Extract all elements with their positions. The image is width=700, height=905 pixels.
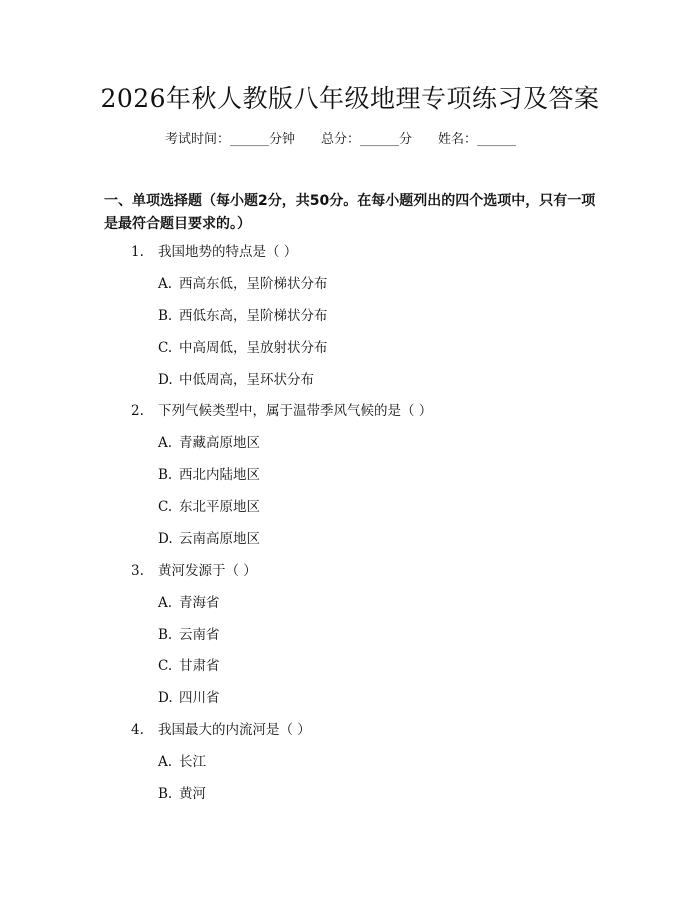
- question-3: [131, 562, 257, 580]
- option-text: 青藏高原地区: [179, 435, 260, 451]
- question-2-option-c: [158, 498, 260, 516]
- question-1-option-d: [158, 371, 314, 389]
- question-text: 我国最大的内流河是（ ）: [158, 722, 311, 738]
- question-text: 我国地势的特点是（ ）: [158, 244, 298, 260]
- question-text: 黄河发源于（ ）: [158, 563, 257, 579]
- option-text: 西北内陆地区: [179, 467, 260, 483]
- question-3-option-b: [158, 626, 220, 644]
- question-number: 2.: [131, 403, 144, 419]
- question-3-option-a: [158, 594, 220, 612]
- option-letter: A.: [158, 435, 173, 451]
- option-text: 西高东低，呈阶梯状分布: [179, 276, 328, 292]
- question-1: [131, 243, 297, 261]
- section-heading: 一、单项选择题（每小题2分，共50分。在每小题列出的四个选项中，只有一项是最符合题目要求的。）: [104, 193, 596, 232]
- option-text: 甘肃省: [179, 658, 220, 674]
- page-title: 2026年秋人教版八年级地理专项练习及答案: [100, 84, 600, 113]
- option-text: 西低东高，呈阶梯状分布: [179, 308, 328, 324]
- option-letter: A.: [158, 595, 173, 611]
- question-2-option-b: [158, 466, 260, 484]
- question-text: 下列气候类型中，属于温带季风气候的是（ ）: [158, 403, 433, 419]
- option-text: 中高周低，呈放射状分布: [179, 340, 328, 356]
- option-letter: A.: [158, 276, 173, 292]
- option-letter: B.: [158, 786, 173, 802]
- exam-time-field: 考试时间：______分钟: [165, 132, 296, 147]
- option-letter: C.: [158, 658, 173, 674]
- total-score-field: 总分：______分: [321, 132, 413, 147]
- question-2: [131, 402, 432, 420]
- option-letter: B.: [158, 627, 173, 643]
- question-2-option-a: [158, 434, 260, 452]
- question-1-option-c: [158, 339, 328, 357]
- option-text: 中低周高，呈环状分布: [179, 372, 314, 388]
- question-number: 3.: [131, 563, 144, 579]
- option-letter: C.: [158, 499, 173, 515]
- option-text: 长江: [179, 754, 206, 770]
- option-text: 云南高原地区: [179, 531, 260, 547]
- question-4-option-a: [158, 753, 206, 771]
- option-text: 四川省: [179, 690, 220, 706]
- question-number: 1.: [131, 244, 144, 260]
- option-text: 云南省: [179, 627, 220, 643]
- question-3-option-d: [158, 689, 220, 707]
- option-letter: B.: [158, 308, 173, 324]
- option-letter: C.: [158, 340, 173, 356]
- question-number: 4.: [131, 722, 144, 738]
- option-letter: D.: [158, 372, 173, 388]
- option-letter: A.: [158, 754, 173, 770]
- option-letter: B.: [158, 467, 173, 483]
- option-text: 黄河: [179, 786, 206, 802]
- option-letter: D.: [158, 531, 173, 547]
- student-name-field: 姓名：______: [438, 132, 517, 147]
- question-1-option-a: [158, 275, 328, 293]
- question-2-option-d: [158, 530, 260, 548]
- option-letter: D.: [158, 690, 173, 706]
- question-1-option-b: [158, 307, 328, 325]
- question-3-option-c: [158, 657, 220, 675]
- option-text: 东北平原地区: [179, 499, 260, 515]
- question-4-option-b: [158, 785, 206, 803]
- option-text: 青海省: [179, 595, 220, 611]
- question-4: [131, 721, 311, 739]
- exam-meta: [165, 131, 516, 149]
